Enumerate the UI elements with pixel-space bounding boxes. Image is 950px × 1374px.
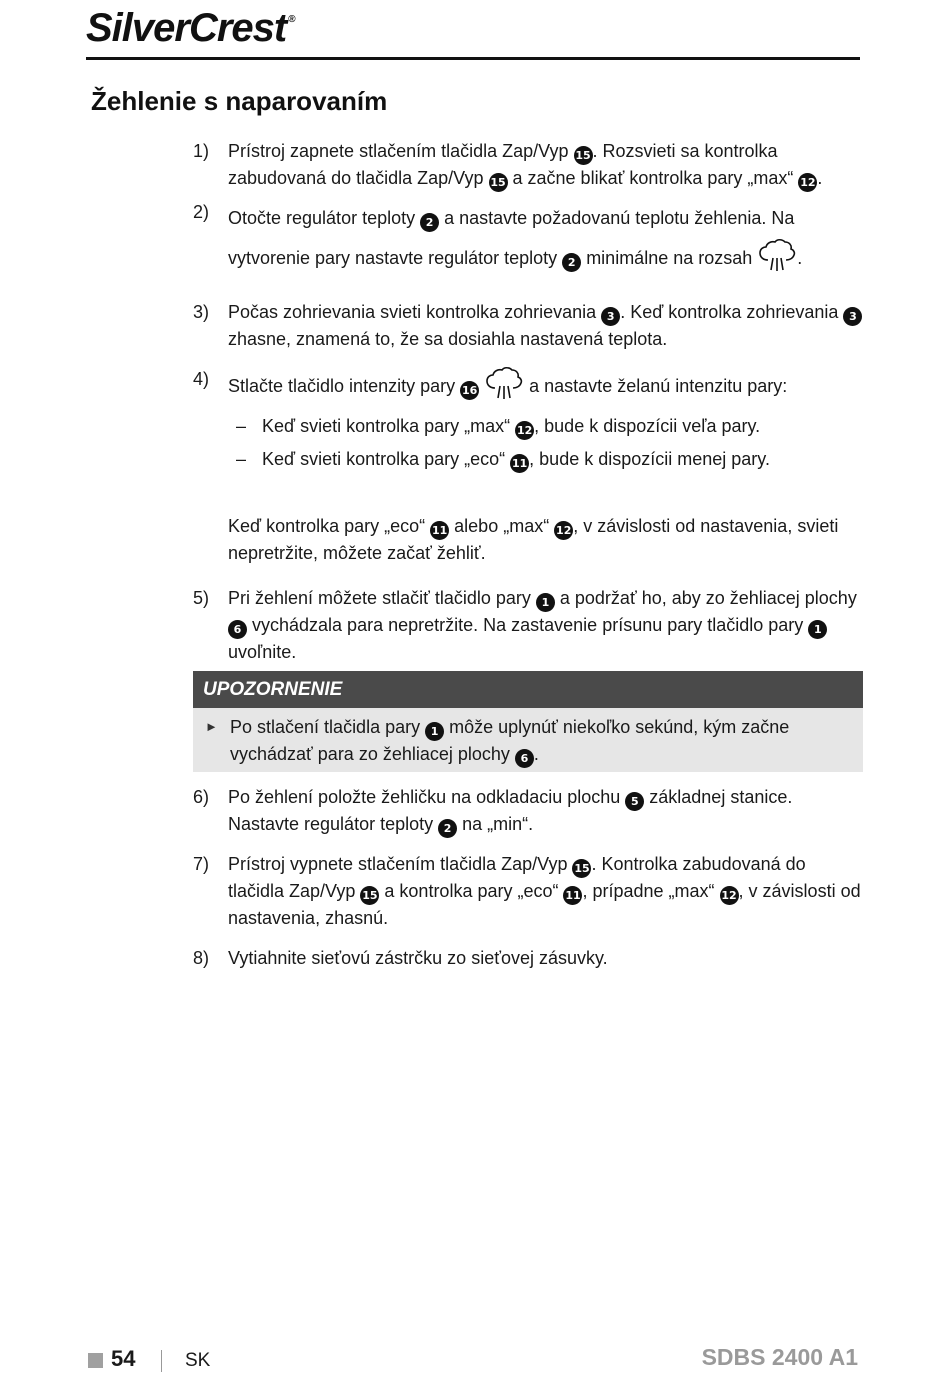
step-text: Prístroj zapnete stlačením tlačidla Zap/Vyp 15 . Rozsvieti sa kontrolka zabudovaná do tlačidla Zap/Vyp 15 a začne blikať kontrolka pary „max“ 12 . bbox=[228, 138, 863, 192]
step-7 bbox=[193, 851, 863, 932]
reference-marker: 12 bbox=[515, 421, 534, 440]
step-text: Otočte regulátor teploty 2 a nastavte požadovanú teplotu žehlenia. Na vytvorenie pary nastavte regulátor teploty 2 minimálne na rozsah . bbox=[228, 199, 863, 286]
registered-mark: ® bbox=[288, 14, 295, 25]
warning-heading: UPOZORNENIE bbox=[193, 671, 863, 708]
step-number: 6) bbox=[193, 787, 210, 807]
arrow-icon: ► bbox=[205, 719, 218, 734]
reference-marker: 12 bbox=[720, 886, 739, 905]
ready-note bbox=[193, 513, 863, 567]
step-2 bbox=[193, 199, 863, 286]
subitem-text: Keď svieti kontrolka pary „eco“ 11 , bude k dispozícii menej pary. bbox=[262, 446, 863, 473]
page-title: Žehlenie s naparovaním bbox=[91, 86, 388, 116]
reference-marker: 15 bbox=[360, 886, 379, 905]
instructions bbox=[193, 138, 863, 984]
footer-square-icon bbox=[88, 1353, 103, 1368]
step-text: Vytiahnite sieťovú zástrčku zo sieťovej zásuvky. bbox=[228, 947, 608, 968]
ready-note-text: Keď kontrolka pary „eco“ 11 alebo „max“ 12 , v závislosti od nastavenia, svieti nepretržite, môžete začať žehliť. bbox=[228, 516, 839, 563]
reference-marker: 15 bbox=[572, 859, 591, 878]
step-text: Stlačte tlačidlo intenzity pary 16 a nastavte želanú intenzitu pary: bbox=[228, 366, 863, 408]
subitem-max bbox=[228, 413, 863, 440]
reference-marker: 2 bbox=[438, 819, 457, 838]
reference-marker: 11 bbox=[430, 521, 449, 540]
step-number: 7) bbox=[193, 854, 210, 874]
subitem-text: Keď svieti kontrolka pary „max“ 12 , bude k dispozícii veľa pary. bbox=[262, 413, 863, 440]
step-8 bbox=[193, 945, 863, 972]
footer-divider bbox=[161, 1350, 162, 1372]
model-number: SDBS 2400 A1 bbox=[701, 1344, 858, 1370]
step-text: Počas zohrievania svieti kontrolka zohrievania 3 . Keď kontrolka zohrievania 3 zhasne, znamená to, že sa dosiahla nastavená teplota. bbox=[228, 299, 863, 353]
warning-body bbox=[193, 708, 863, 772]
dash: – bbox=[236, 449, 247, 469]
steam-icon bbox=[484, 366, 524, 408]
reference-marker: 1 bbox=[536, 593, 555, 612]
reference-marker: 1 bbox=[425, 722, 444, 741]
reference-marker: 6 bbox=[228, 620, 247, 639]
step-text: Prístroj vypnete stlačením tlačidla Zap/Vyp 15 . Kontrolka zabudovaná do tlačidla Zap/Vyp 15 a kontrolka pary „eco“ 11 , prípadne „max“ 12 , v závislosti od nastavenia, zhasnú. bbox=[228, 854, 861, 928]
page-number: 54 bbox=[111, 1346, 136, 1371]
step-6 bbox=[193, 784, 863, 838]
reference-marker: 15 bbox=[574, 146, 593, 165]
reference-marker: 1 bbox=[808, 620, 827, 639]
warning-text: Po stlačení tlačidla pary 1 môže uplynúť niekoľko sekúnd, kým začne vychádzať para zo žehliacej plochy 6 . bbox=[230, 714, 853, 768]
step-number: 4) bbox=[193, 368, 210, 389]
step-text: Po žehlení položte žehličku na odkladaciu plochu 5 základnej stanice. Nastavte regulátor teploty 2 na „min“. bbox=[228, 784, 863, 838]
reference-marker: 12 bbox=[554, 521, 573, 540]
step-number: 8) bbox=[193, 947, 210, 968]
reference-marker: 3 bbox=[601, 307, 620, 326]
dash: – bbox=[236, 416, 247, 436]
reference-marker: 12 bbox=[798, 173, 817, 192]
step-number: 2) bbox=[193, 202, 210, 222]
reference-marker: 15 bbox=[489, 173, 508, 192]
step-number: 1) bbox=[193, 141, 210, 161]
brand-name: SilverCrest bbox=[86, 6, 287, 50]
reference-marker: 2 bbox=[562, 253, 581, 272]
step-number: 3) bbox=[193, 302, 210, 322]
language-code: SK bbox=[185, 1350, 211, 1371]
reference-marker: 5 bbox=[625, 792, 644, 811]
reference-marker: 6 bbox=[515, 749, 534, 768]
step-5 bbox=[193, 585, 863, 666]
steam-icon bbox=[757, 238, 797, 286]
step-3 bbox=[193, 299, 863, 353]
step-number: 5) bbox=[193, 587, 210, 608]
reference-marker: 16 bbox=[460, 381, 479, 400]
step-text: Pri žehlení môžete stlačiť tlačidlo pary 1 a podržať ho, aby zo žehliacej plochy 6 vychádzala para nepretržite. Na zastavenie prísunu pary tlačidlo pary 1 uvoľnite. bbox=[228, 587, 857, 662]
step-4 bbox=[193, 366, 863, 474]
reference-marker: 2 bbox=[420, 213, 439, 232]
brand-logo bbox=[86, 6, 295, 51]
reference-marker: 3 bbox=[843, 307, 862, 326]
header-rule bbox=[86, 57, 860, 60]
reference-marker: 11 bbox=[563, 886, 582, 905]
subitem-eco bbox=[228, 446, 863, 473]
reference-marker: 11 bbox=[510, 454, 529, 473]
step-1 bbox=[193, 138, 863, 192]
